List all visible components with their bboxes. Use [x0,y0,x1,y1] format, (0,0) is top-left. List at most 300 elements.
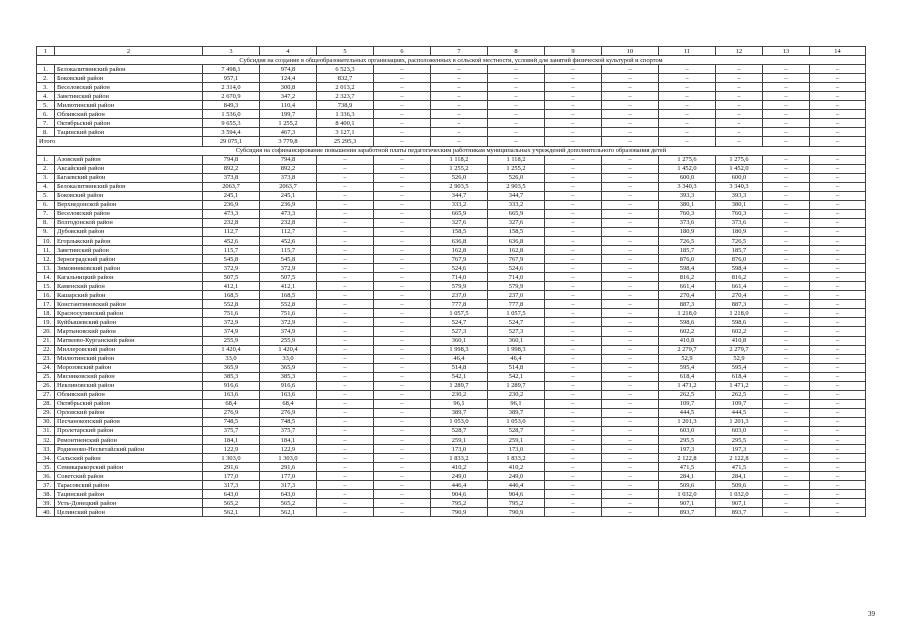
table-cell: 876,0 [716,255,763,264]
table-cell: 284,1 [716,472,763,481]
table-row [37,463,866,472]
table-cell: – [545,309,602,318]
table-cell: – [810,83,866,92]
table-cell: 291,6 [260,463,317,472]
table-cell: – [763,399,810,408]
table-cell: 291,6 [203,463,260,472]
table-cell: – [374,200,431,209]
table-cell: – [374,472,431,481]
table-cell: Неклиновский район [55,381,203,390]
table-cell: – [317,381,374,390]
table-cell: 603,0 [659,426,716,435]
table-cell: 1 057,5 [431,309,488,318]
table-cell: – [763,191,810,200]
table-cell: 276,9 [203,408,260,417]
table-cell: 373,8 [260,173,317,182]
table-cell: Кагальницкий район [55,273,203,282]
table-cell: – [763,128,810,137]
table-cell: – [374,490,431,499]
table-cell: Кашарский район [55,291,203,300]
table-row [37,318,866,327]
table-cell: – [317,508,374,517]
table-cell: 600,0 [716,173,763,182]
table-cell: 317,3 [260,481,317,490]
table-cell: Волгодонской район [55,218,203,227]
table-cell: 602,2 [716,327,763,336]
table-cell: 1 255,2 [260,119,317,128]
table-cell: – [545,182,602,191]
table-cell: Веселовский район [55,209,203,218]
table-cell: – [374,291,431,300]
table-row [37,273,866,282]
table-cell: – [602,454,659,463]
table-cell: – [545,499,602,508]
table-cell: 14. [37,273,55,282]
table-cell: 110,4 [260,101,317,110]
table-cell: 39. [37,499,55,508]
table-cell: – [763,463,810,472]
table-cell: – [374,137,431,146]
table-cell: – [317,191,374,200]
table-cell: – [810,164,866,173]
table-cell: – [317,227,374,236]
table-row [37,155,866,164]
table-cell: 18. [37,309,55,318]
table-cell: Белокалитвинский район [55,65,203,74]
table-cell: 34. [37,454,55,463]
table-cell: 20. [37,327,55,336]
table-cell: 5 [317,47,374,56]
table-cell: – [317,445,374,454]
table-cell: 14 [810,47,866,56]
table-cell: 46,4 [488,354,545,363]
table-cell: 173,0 [488,445,545,454]
table-cell: 790,9 [431,508,488,517]
table-cell: 412,1 [203,282,260,291]
table-cell: – [317,273,374,282]
table-cell: – [374,83,431,92]
table-cell: – [602,445,659,454]
table-cell: – [763,381,810,390]
table-cell: Азовский район [55,155,203,164]
table-cell: 444,5 [659,408,716,417]
table-cell: – [317,155,374,164]
table-cell: 375,7 [203,426,260,435]
table-cell: 1 833,2 [431,454,488,463]
table-cell: – [602,74,659,83]
table-row [37,264,866,273]
table-cell: – [763,417,810,426]
table-cell: 8 400,1 [317,119,374,128]
table-cell: 236,9 [260,200,317,209]
table-cell: – [602,200,659,209]
table-cell: 1 255,2 [431,164,488,173]
table-cell: – [374,65,431,74]
table-cell: – [545,173,602,182]
table-cell: – [317,200,374,209]
table-cell: – [602,408,659,417]
table-cell: 767,9 [488,255,545,264]
table-cell: 333,2 [488,200,545,209]
table-cell: – [545,200,602,209]
table-cell: – [488,128,545,137]
table-cell: – [602,92,659,101]
table-cell: 232,8 [260,218,317,227]
table-cell: 249,0 [488,472,545,481]
table-cell: 385,3 [260,372,317,381]
table-row [37,408,866,417]
table-cell: 184,1 [260,436,317,445]
table-row [37,246,866,255]
table-cell: – [763,209,810,218]
table-row [37,390,866,399]
table-cell: 1 420,4 [203,345,260,354]
table-row [37,92,866,101]
table-row [37,291,866,300]
table-cell: 373,6 [716,218,763,227]
table-row [37,445,866,454]
table-cell: 8. [37,218,55,227]
table-cell: – [763,345,810,354]
table-cell: – [374,381,431,390]
table-cell: – [317,291,374,300]
table-cell: Веселовский район [55,83,203,92]
table-cell: 579,9 [431,282,488,291]
table-cell: – [374,454,431,463]
table-cell: 7. [37,119,55,128]
table-cell: 528,7 [431,426,488,435]
table-cell: Каменский район [55,282,203,291]
table-cell: – [317,164,374,173]
table-cell: 767,9 [431,255,488,264]
table-row [37,255,866,264]
table-cell: – [810,454,866,463]
table-cell: – [763,264,810,273]
table-cell: Усть-Донецкий район [55,499,203,508]
table-cell: 527,3 [431,327,488,336]
table-row [37,282,866,291]
table-cell: 7 [431,47,488,56]
table-cell: – [317,182,374,191]
table-cell: – [374,399,431,408]
table-cell: 38. [37,490,55,499]
table-cell: – [317,236,374,245]
table-cell: – [488,110,545,119]
table-row [37,381,866,390]
table-cell: 957,1 [203,74,260,83]
table-cell: 4. [37,182,55,191]
table-cell: – [602,381,659,390]
table-cell: 380,1 [659,200,716,209]
table-cell: – [431,92,488,101]
table-cell: – [716,74,763,83]
table-cell: 892,2 [203,164,260,173]
table-cell: – [374,246,431,255]
table-cell: – [602,128,659,137]
table-row [37,499,866,508]
table-cell: 184,1 [203,436,260,445]
table-cell: 13. [37,264,55,273]
table-cell: 112,7 [260,227,317,236]
table-cell: Мартыновский район [55,327,203,336]
table-cell: 122,9 [260,445,317,454]
table-cell: – [810,481,866,490]
table-cell: 8 [488,47,545,56]
table-cell: 185,7 [716,246,763,255]
table-cell: 295,5 [659,436,716,445]
table-cell: – [716,65,763,74]
table-cell: – [374,508,431,517]
table-cell: – [545,336,602,345]
table-cell: – [545,155,602,164]
table-cell: – [810,255,866,264]
table-cell: 245,1 [260,191,317,200]
table-cell: – [763,408,810,417]
table-cell: 255,9 [203,336,260,345]
table-cell: 230,2 [431,390,488,399]
table-cell: 412,1 [260,282,317,291]
table-cell: – [763,490,810,499]
table-cell: – [810,508,866,517]
table-cell: 2 122,8 [716,454,763,463]
table-cell: – [374,363,431,372]
table-cell: 777,8 [431,300,488,309]
table-cell: – [602,182,659,191]
table-cell: 446,4 [431,481,488,490]
table-cell: – [545,490,602,499]
table-cell: – [374,408,431,417]
table-cell: – [374,436,431,445]
table-cell: 162,8 [431,246,488,255]
table-cell: – [810,92,866,101]
table-cell: 122,9 [203,445,260,454]
table-cell: – [545,92,602,101]
table-cell: 777,8 [488,300,545,309]
table-cell: 124,4 [260,74,317,83]
table-cell: 3. [37,83,55,92]
table-cell: – [602,209,659,218]
table-cell: 295,5 [716,436,763,445]
table-cell: 410,2 [431,463,488,472]
table-cell: 562,1 [260,508,317,517]
table-cell: 2 314,0 [203,83,260,92]
table-cell: – [317,309,374,318]
table-cell: – [317,246,374,255]
table-cell: – [374,336,431,345]
table-cell: Октябрьский район [55,119,203,128]
table-cell: – [545,209,602,218]
table-cell: 300,8 [260,83,317,92]
table-row [37,300,866,309]
table-cell: – [602,345,659,354]
table-cell: 6. [37,200,55,209]
table-cell: – [763,155,810,164]
table-cell: – [374,345,431,354]
table-cell: – [374,481,431,490]
table-cell: 514,8 [431,363,488,372]
table-cell: Обливский район [55,390,203,399]
table-cell: 751,6 [203,309,260,318]
table-cell: – [602,309,659,318]
table-cell: 168,5 [203,291,260,300]
table-cell: 714,0 [488,273,545,282]
table-cell: – [602,499,659,508]
table-cell: – [602,65,659,74]
table-cell: 249,0 [431,472,488,481]
table-cell: Тарасовский район [55,481,203,490]
table-cell: 393,3 [716,191,763,200]
table-cell: 13 [763,47,810,56]
table-cell: 115,7 [260,246,317,255]
table-cell: 7 498,1 [203,65,260,74]
table-cell: 907,1 [659,499,716,508]
subsidy-table [36,46,866,517]
table-cell: – [545,119,602,128]
table-cell: – [374,164,431,173]
table-cell: 36. [37,472,55,481]
table-cell: 374,9 [260,327,317,336]
table-cell: 393,3 [659,191,716,200]
table-cell: 2 670,9 [203,92,260,101]
table-cell: 29 075,1 [203,137,260,146]
table-cell: – [545,481,602,490]
table-cell: – [374,445,431,454]
table-cell: 30. [37,417,55,426]
table-row [37,508,866,517]
table-cell: – [602,173,659,182]
table-cell: 27. [37,390,55,399]
table-cell: 876,0 [659,255,716,264]
table-cell: – [602,236,659,245]
table-cell: 714,0 [431,273,488,282]
table-cell: 643,0 [260,490,317,499]
table-cell: – [763,182,810,191]
table-cell: – [810,128,866,137]
table-cell: 3. [37,173,55,182]
table-cell: – [763,454,810,463]
table-cell: 545,8 [260,255,317,264]
table-cell: – [763,119,810,128]
table-cell: – [810,381,866,390]
table-cell: – [545,327,602,336]
table-row [37,182,866,191]
table-cell: 1 201,3 [716,417,763,426]
table-cell: 16. [37,291,55,300]
table-cell: 46,4 [431,354,488,363]
table-cell: 726,5 [659,236,716,245]
table-cell: 9 655,3 [203,119,260,128]
table-cell: 1 053,0 [488,417,545,426]
table-cell: – [763,436,810,445]
table-cell: – [545,291,602,300]
table-row [37,399,866,408]
table-cell: – [763,309,810,318]
table-cell: Заветинский район [55,246,203,255]
table-cell: 180,9 [659,227,716,236]
table-cell: Багаевский район [55,173,203,182]
table-cell: – [317,408,374,417]
table-cell: 410,8 [659,336,716,345]
table-cell: – [374,155,431,164]
table-cell: 33. [37,445,55,454]
table-cell: – [602,227,659,236]
table-cell: – [810,327,866,336]
table-cell: – [431,128,488,137]
table-cell: – [763,445,810,454]
table-cell: 177,0 [260,472,317,481]
table-cell: 507,5 [203,273,260,282]
table-cell: – [317,209,374,218]
table-cell: – [602,472,659,481]
table-cell: – [602,318,659,327]
table-cell: Куйбышевский район [55,318,203,327]
table-cell: – [545,445,602,454]
table-cell: 471,5 [716,463,763,472]
table-cell: 795,2 [488,499,545,508]
table-row [37,128,866,137]
table-cell: – [545,454,602,463]
table-cell: 1 032,0 [659,490,716,499]
table-cell: 595,4 [659,363,716,372]
table-cell: – [317,399,374,408]
table-cell: – [545,463,602,472]
table-cell: – [545,436,602,445]
table-cell: 2 [55,47,203,56]
table-cell: – [602,282,659,291]
table-row [37,119,866,128]
table-cell: – [716,83,763,92]
table-cell: 904,6 [488,490,545,499]
table-cell: – [602,137,659,146]
table-cell: – [374,309,431,318]
table-cell: 365,9 [203,363,260,372]
table-cell: – [374,417,431,426]
table-cell: – [763,83,810,92]
table-cell: – [602,273,659,282]
table-cell: Заветинский район [55,92,203,101]
table-cell: 509,6 [716,481,763,490]
table-cell: 385,3 [203,372,260,381]
table-cell: 565,2 [260,499,317,508]
table-cell: – [763,426,810,435]
table-row [37,101,866,110]
header-row [37,47,866,56]
table-cell: – [317,426,374,435]
table-cell: 2 903,5 [431,182,488,191]
table-cell: – [763,173,810,182]
table-cell: – [810,345,866,354]
table-cell: 115,7 [203,246,260,255]
table-cell: 3 [203,47,260,56]
table-cell: – [763,65,810,74]
table-cell: – [374,119,431,128]
table-cell: – [602,426,659,435]
table-cell: 109,7 [716,399,763,408]
table-cell: – [488,65,545,74]
table-cell: 1 255,2 [488,164,545,173]
table-row [37,327,866,336]
table-cell: – [431,101,488,110]
table-cell: – [374,236,431,245]
table-cell: 665,9 [431,209,488,218]
table-cell: 2063,7 [203,182,260,191]
table-cell: 636,8 [431,236,488,245]
table-cell: – [602,300,659,309]
table-cell: 270,4 [716,291,763,300]
table-row [37,481,866,490]
table-cell: – [374,101,431,110]
total-row [37,137,866,146]
